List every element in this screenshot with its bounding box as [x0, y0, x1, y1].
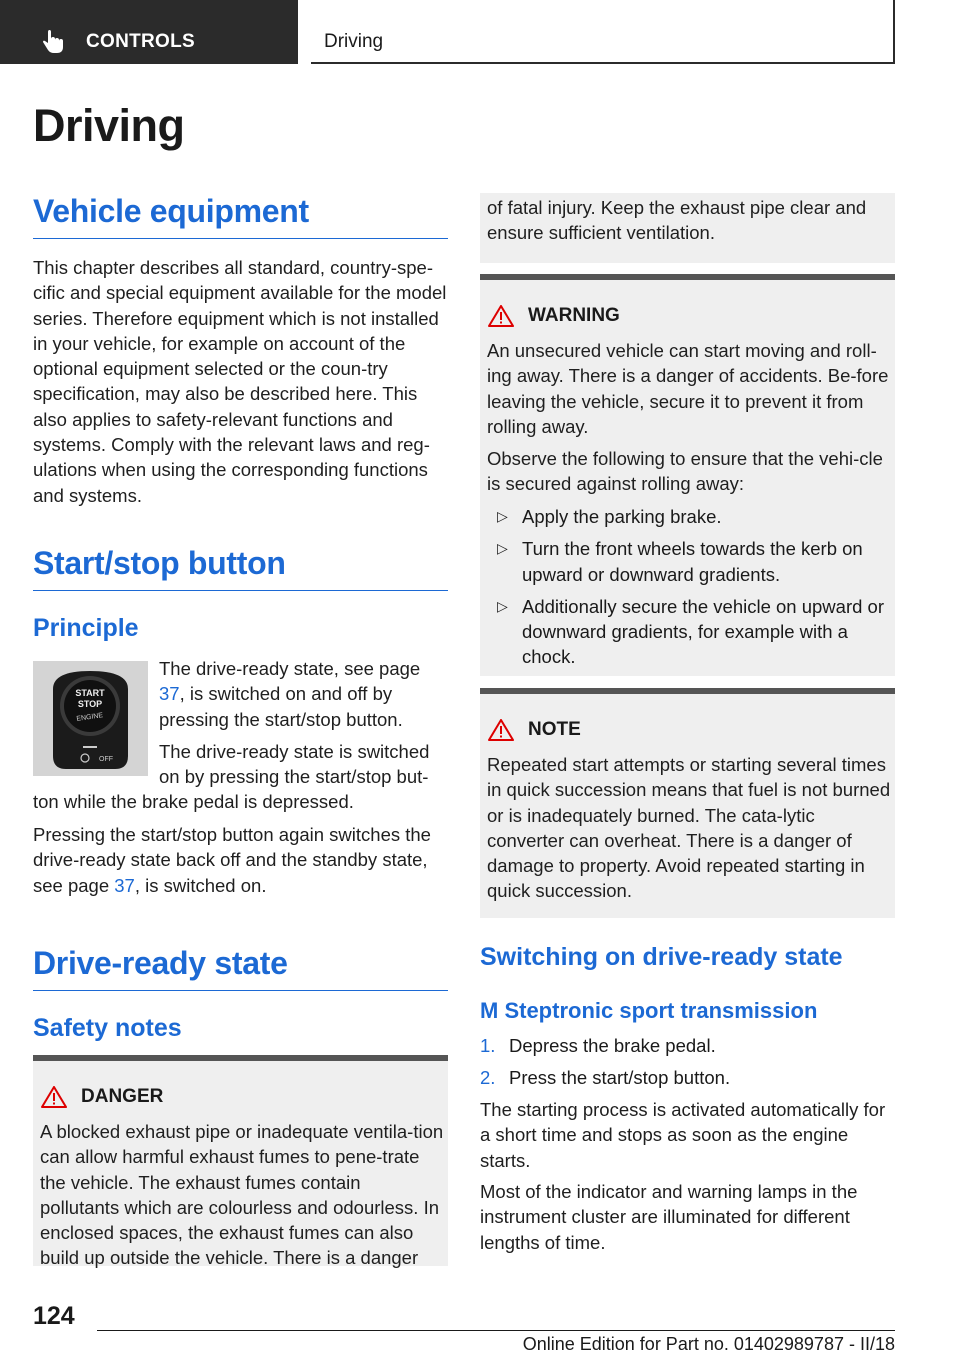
page-link-37[interactable]: 37	[159, 683, 180, 705]
footer-edition: Online Edition for Part no. 01402989787 - II/18	[522, 1334, 895, 1354]
safety-notes-heading: Safety notes	[33, 1014, 182, 1042]
danger-text-continued: of fatal injury. Keep the exhaust pipe clear and ensure sufficient ventilation.	[487, 197, 867, 244]
start-stop-button-icon	[33, 661, 148, 776]
transmission-heading: M Steptronic sport transmission	[480, 998, 818, 1023]
header-chapter-label: Driving	[324, 31, 384, 52]
bullet-triangle-icon: ▷	[497, 540, 508, 557]
warning-text-1: An unsecured vehicle can start moving and roll-ing away. There is a danger of accidents. Be-fore leaving the vehicle, secure it to prevent it from rolling away.	[487, 340, 889, 437]
button-start-label: START	[75, 688, 105, 698]
note-header	[488, 719, 581, 741]
header-section-label: CONTROLS	[86, 31, 196, 52]
list-item: ▷ Additionally secure the vehicle on upward or downward gradients, for example with a chock.	[497, 595, 884, 668]
bullet-triangle-icon: ▷	[497, 508, 508, 524]
switching-text-2: Most of the indicator and warning lamps in the instrument cluster are illuminated for different lengths of time.	[480, 1181, 858, 1253]
danger-label: DANGER	[81, 1086, 164, 1107]
warning-text-2: Observe the following to ensure that the vehi-cle is secured against rolling away:	[487, 448, 883, 495]
danger-box	[33, 1055, 448, 1269]
note-box	[480, 688, 895, 918]
danger-text: A blocked exhaust pipe or inadequate ventila-tion can allow harmful exhaust fumes to pene-trate the vehicle. The exhaust fumes contain pollutants which are colourless and odourless. In enclosed spaces, the exhaust fumes can also build up outside the vehicle. There is a danger	[40, 1121, 444, 1269]
principle-text-3: Pressing the start/stop button again switches the drive-ready state back off and the standby state, see page 37, is switched on.	[33, 824, 431, 896]
warning-bullet-list	[487, 504, 891, 677]
page-link-37-b[interactable]: 37	[114, 874, 135, 896]
button-off-label: OFF	[99, 756, 113, 763]
bullet-triangle-icon: ▷	[497, 597, 508, 614]
warning-label: WARNING	[528, 305, 620, 326]
switching-text-1: The starting process is activated automatically for a short time and stops as soon as the engine starts.	[480, 1099, 886, 1171]
button-engine-label: ENGINE	[76, 712, 104, 723]
start-stop-heading: Start/stop button	[33, 545, 448, 591]
warning-triangle-icon	[41, 1086, 67, 1108]
warning-header	[488, 305, 620, 327]
start-stop-button-image	[33, 661, 148, 776]
vehicle-equipment-body: This chapter describes all standard, country-spe-cific and special equipment available for the model series. Therefore equipment which is not installed in your vehicle, for example on account of the optional equipment selected or the coun-try specification, may also be described here. This also applies to safety-relevant functions and systems. Comply with the relevant laws and reg-ulations when using the corresponding functions and systems.	[33, 257, 447, 506]
list-item: ▷ Turn the front wheels towards the kerb on upward or downward gradients.	[497, 538, 863, 585]
warning-triangle-icon	[488, 719, 514, 741]
page-title: Driving	[33, 100, 185, 151]
note-text: Repeated start attempts or starting several times in quick succession means that fuel is not burned or is inadequately burned. The cata-lytic converter can overheat. There is a danger of damage to property. Avoid repeated starting in quick succession.	[487, 754, 891, 902]
hand-pointer-icon	[42, 30, 66, 56]
warning-triangle-icon	[488, 305, 514, 327]
danger-box-continued	[480, 193, 895, 263]
page-number: 124	[33, 1302, 75, 1330]
steps-list	[480, 1033, 895, 1098]
note-label: NOTE	[528, 719, 581, 740]
principle-text-1: The drive-ready state, see page 37, is switched on and off by pressing the start/stop button.	[159, 658, 421, 730]
warning-box	[480, 274, 895, 676]
list-item: 1. Depress the brake pedal.	[480, 1035, 716, 1056]
principle-text-2b: ton while the brake pedal is depressed.	[33, 791, 354, 812]
drive-ready-heading: Drive-ready state	[33, 945, 448, 991]
list-item: ▷ Apply the parking brake.	[487, 504, 891, 529]
button-stop-label: STOP	[77, 699, 103, 709]
principle-text-2a: The drive-ready state is switched on by pressing the start/stop but-	[159, 741, 430, 788]
switching-on-heading: Switching on drive-ready state	[480, 943, 843, 971]
list-item: 2. Press the start/stop button.	[480, 1067, 731, 1089]
footer-divider	[97, 1330, 895, 1331]
principle-heading: Principle	[33, 614, 139, 642]
header-chapter-tab	[311, 0, 895, 64]
header-section-tab	[0, 0, 298, 64]
danger-header	[41, 1086, 163, 1108]
vehicle-equipment-heading: Vehicle equipment	[33, 193, 448, 239]
